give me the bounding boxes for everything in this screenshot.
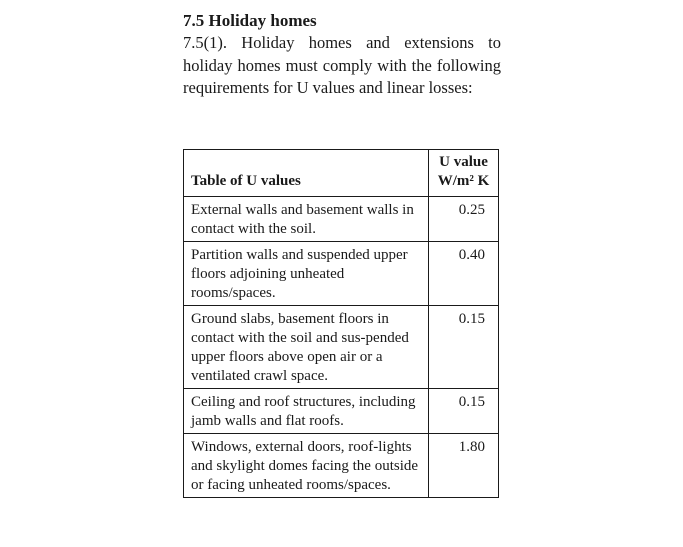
row-description: Windows, external doors, roof-lights and skylight domes facing the outside or facing unheated rooms/spaces. [184,434,429,498]
row-u-value: 0.25 [429,197,499,242]
row-description: Ground slabs, basement floors in contact with the soil and sus-pended upper floors above open air or a ventilated crawl space. [184,306,429,389]
table-title-header: Table of U values [184,150,429,197]
section-heading: 7.5 Holiday homes [183,11,317,30]
document-page [183,10,501,493]
u-value-header-line2: W/m² K [437,173,490,189]
row-u-value: 0.40 [429,242,499,306]
section-paragraph: 7.5(1). Holiday homes and extensions to holiday homes must comply with the following requirements for U values and linear losses: [183,33,501,97]
row-u-value: 1.80 [429,434,499,498]
u-values-table [183,149,499,498]
table-row [184,306,499,389]
row-description: Partition walls and suspended upper floors adjoining unheated rooms/spaces. [184,242,429,306]
row-description: Ceiling and roof structures, including jamb walls and flat roofs. [184,389,429,434]
row-u-value: 0.15 [429,389,499,434]
table-row [184,434,499,498]
u-value-header-line1: U value [439,154,488,170]
u-value-column-header [429,150,499,197]
row-u-value: 0.15 [429,306,499,389]
table-row [184,242,499,306]
table-header-row [184,150,499,197]
table-row [184,389,499,434]
table-row [184,197,499,242]
row-description: External walls and basement walls in contact with the soil. [184,197,429,242]
